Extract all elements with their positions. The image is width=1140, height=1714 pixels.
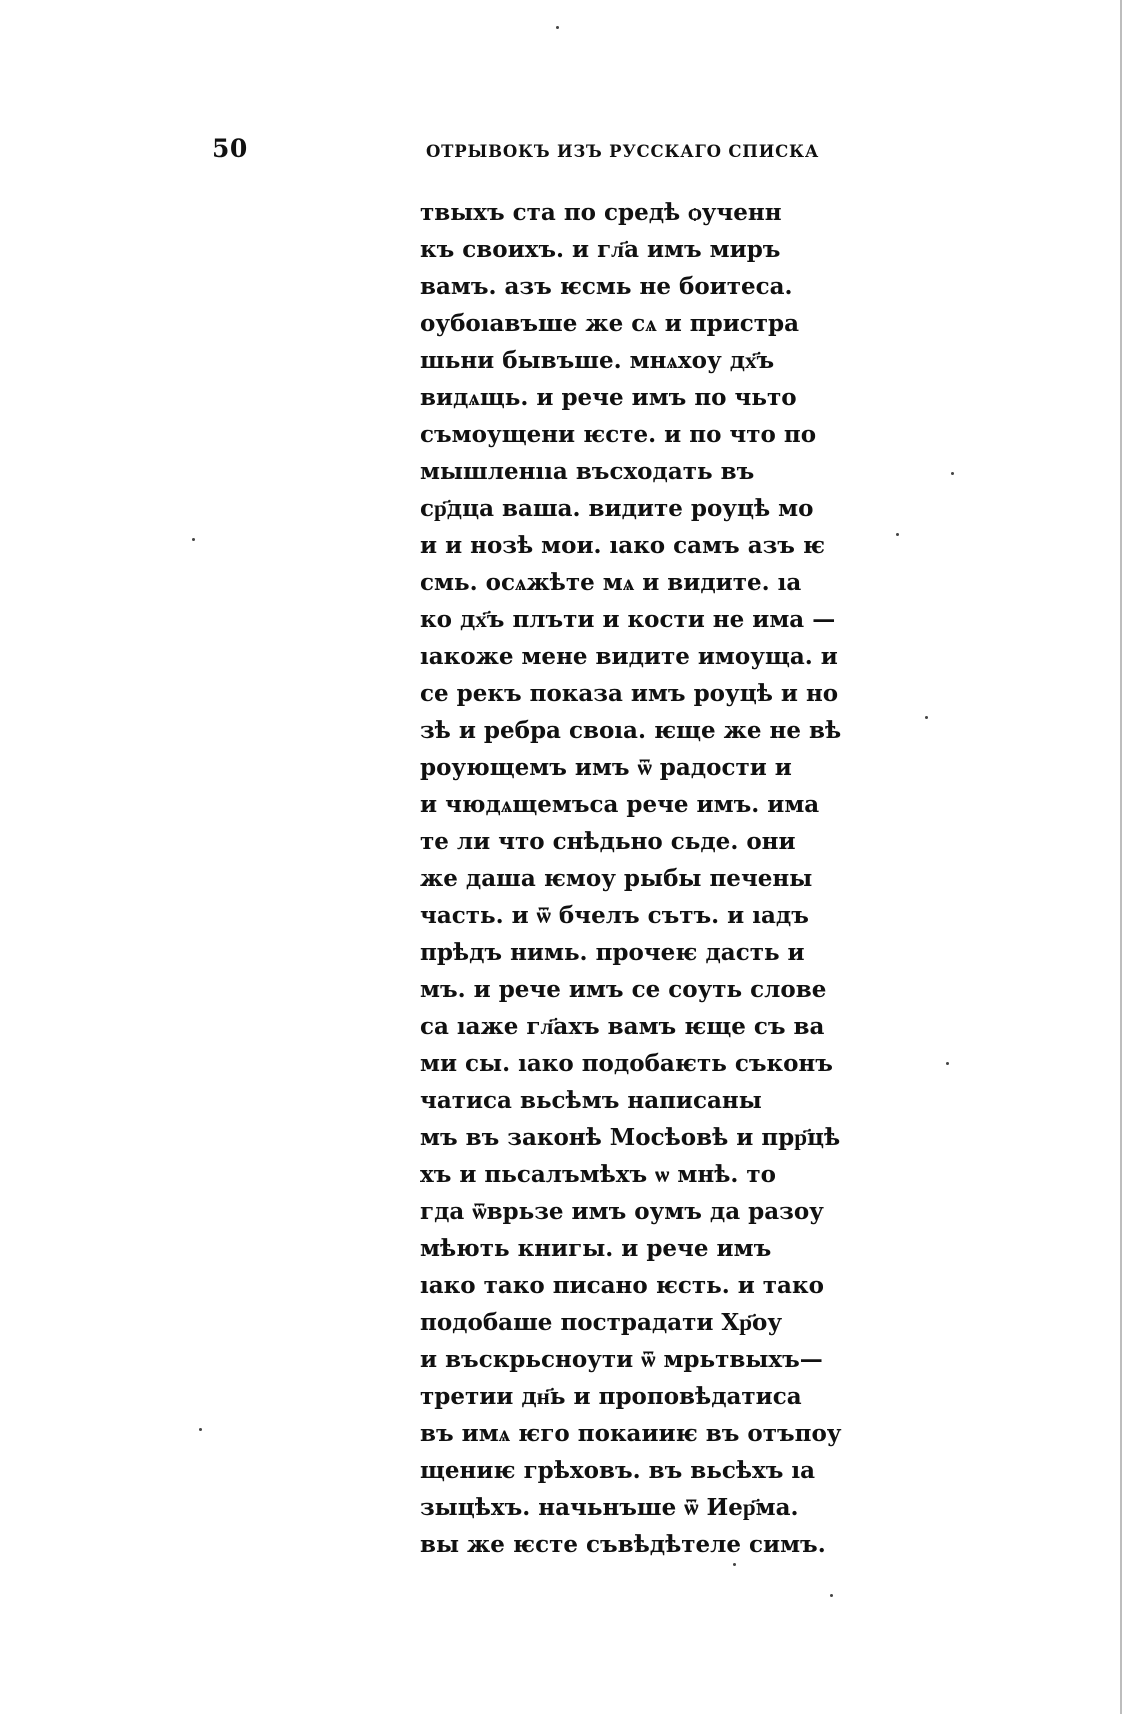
- text-line: те ли что снѣдьно сьде. они: [420, 828, 796, 855]
- print-speck: [733, 1563, 736, 1566]
- text-line: ср҃дца ваша. видите роуцѣ мо: [420, 495, 814, 522]
- print-speck: [556, 26, 559, 29]
- text-line: оубоıавъше же сѧ и пристра: [420, 310, 800, 337]
- text-line: зѣ и ребра своıа. ѥще же не вѣ: [420, 717, 842, 744]
- page-edge-line: [1120, 0, 1122, 1714]
- text-line: подобаше пострадати Хр҃оу: [420, 1309, 783, 1336]
- text-line: зыцѣхъ. начьнъше ѿ Иер҃ма.: [420, 1494, 799, 1521]
- text-line: чатиса вьсѣмъ написаны: [420, 1087, 762, 1114]
- text-line: шьни бывъше. мнѧхоу дх҃ъ: [420, 347, 775, 374]
- print-speck: [946, 1062, 949, 1065]
- text-line: часть. и ѿ бчелъ сътъ. и ıадъ: [420, 902, 809, 929]
- text-line: и въскрьсноути ѿ мрьтвыхъ—: [420, 1346, 823, 1373]
- page-number: 50: [212, 134, 248, 163]
- text-line: хъ и пьсалъмѣхъ ѡ мнѣ. то: [420, 1161, 776, 1188]
- text-line: въ имѧ ѥго покаииѥ въ отъпоу: [420, 1420, 842, 1447]
- text-line: вамъ. азъ ѥсмь не боитеса.: [420, 273, 793, 300]
- print-speck: [192, 538, 195, 541]
- text-line: видѧщь. и рече имъ по чьто: [420, 384, 797, 411]
- text-line: твыхъ ста по средѣ ѻученн: [420, 199, 782, 226]
- print-speck: [925, 716, 928, 719]
- print-speck: [199, 1428, 202, 1431]
- text-line: гда ѿврьзе имъ оумъ да разоу: [420, 1198, 824, 1225]
- text-line: и и нозѣ мои. ıако самъ азъ ѥ: [420, 532, 826, 559]
- text-body: [420, 194, 860, 1563]
- text-line: къ своихъ. и гл҃а имъ миръ: [420, 236, 781, 263]
- text-line: мъ въ законѣ Мосѣовѣ и прр҃цѣ: [420, 1124, 841, 1151]
- text-line: съмоущени ѥсте. и по что по: [420, 421, 817, 448]
- text-line: и чюдѧщемъса рече имъ. има: [420, 791, 820, 818]
- text-line: щениѥ грѣховъ. въ вьсѣхъ ıа: [420, 1457, 816, 1484]
- text-line: мъ. и рече имъ се соуть слове: [420, 976, 827, 1003]
- text-line: роующемъ имъ ѿ радости и: [420, 754, 792, 781]
- text-line: ми сы. ıако подобаѥть съконъ: [420, 1050, 833, 1077]
- running-header: ОТРЫВОКЪ ИЗЪ РУССКАГО СПИСКА: [426, 142, 820, 161]
- text-line: же даша ѥмоу рыбы печены: [420, 865, 813, 892]
- text-line: третии дн҃ь и проповѣдатиса: [420, 1383, 802, 1410]
- text-line: смь. осѧжѣте мѧ и видите. ıа: [420, 569, 802, 596]
- text-line: мѣють книгы. и рече имъ: [420, 1235, 772, 1262]
- text-line: се рекъ показа имъ роуцѣ и но: [420, 680, 839, 707]
- text-line: ко дх҃ъ плъти и кости не има —: [420, 606, 836, 633]
- text-line: прѣдъ нимь. прочеѥ дасть и: [420, 939, 805, 966]
- print-speck: [951, 472, 954, 475]
- text-line: ıакоже мене видите имоуща. и: [420, 643, 838, 670]
- text-line: ıако тако писано ѥсть. и тако: [420, 1272, 824, 1299]
- text-line: вы же ѥсте съвѣдѣтеле симъ.: [420, 1531, 826, 1558]
- text-line: мышленııа въсходать въ: [420, 458, 755, 485]
- text-line: са ıаже гл҃ахъ вамъ ѥще съ ва: [420, 1013, 825, 1040]
- print-speck: [896, 533, 899, 536]
- print-speck: [830, 1594, 833, 1597]
